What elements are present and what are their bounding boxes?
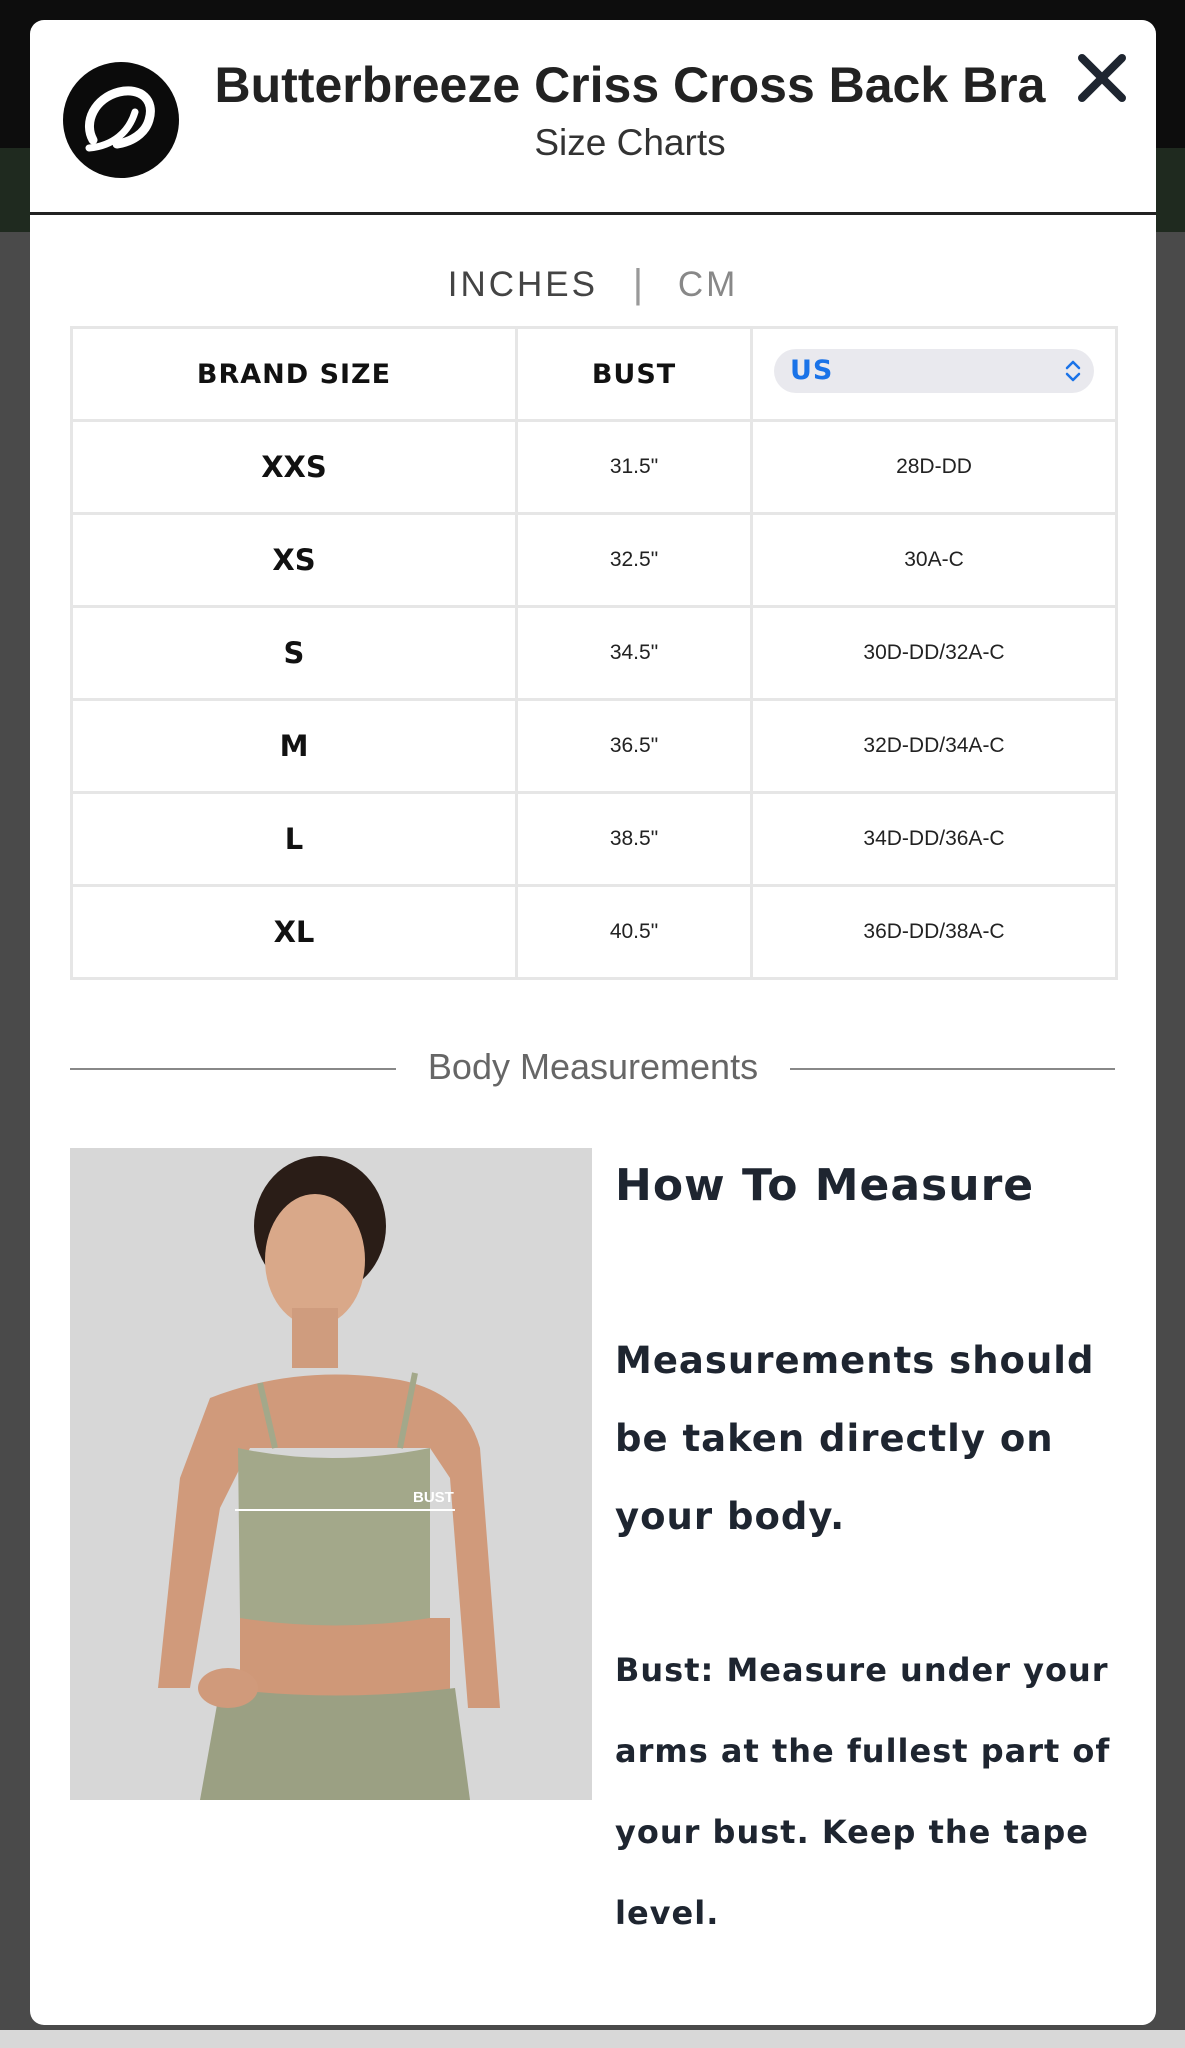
bust-marker-label: BUST <box>413 1489 454 1506</box>
us-size-cell: 30D-DD/32A-C <box>752 607 1117 700</box>
how-to-measure-body: Measurements should be taken directly on your body. <box>615 1339 1095 1538</box>
size-cell: XXS <box>72 421 517 514</box>
bust-instructions: Bust: Measure under your arms at the fullest part of your bust. Keep the tape level. <box>615 1651 1111 1932</box>
bust-cell: 32.5" <box>517 514 752 607</box>
how-to-measure-title: How To Measure <box>615 1160 1035 1211</box>
size-cell: L <box>72 793 517 886</box>
table-header-row <box>72 328 1117 421</box>
model-illustration <box>70 1148 592 1800</box>
size-chart-table <box>70 326 1118 980</box>
chevron-up-down-icon <box>1064 358 1082 384</box>
us-size-cell: 32D-DD/34A-C <box>752 700 1117 793</box>
column-header-region <box>752 328 1117 421</box>
size-chart-modal <box>30 20 1156 2025</box>
table-row <box>72 607 1117 700</box>
size-cell: XS <box>72 514 517 607</box>
unit-inches-tab[interactable]: INCHES <box>447 264 598 304</box>
size-cell: S <box>72 607 517 700</box>
column-header-bust: BUST <box>517 328 752 421</box>
bust-cell: 40.5" <box>517 886 752 979</box>
bust-cell: 38.5" <box>517 793 752 886</box>
region-select-value: US <box>790 354 834 386</box>
modal-subtitle: Size Charts <box>534 122 726 163</box>
table-row <box>72 514 1117 607</box>
close-button[interactable] <box>1072 48 1132 108</box>
section-divider-right <box>790 1068 1115 1070</box>
bust-cell: 36.5" <box>517 700 752 793</box>
size-cell: XL <box>72 886 517 979</box>
modal-title: Butterbreeze Criss Cross Back Bra <box>214 57 1046 113</box>
modal-header <box>30 20 1156 215</box>
table-row <box>72 421 1117 514</box>
us-size-cell: 36D-DD/38A-C <box>752 886 1117 979</box>
us-size-cell: 28D-DD <box>752 421 1117 514</box>
unit-cm-tab[interactable]: CM <box>677 264 739 304</box>
page-bottom-bar <box>0 2030 1185 2048</box>
unit-toggle <box>30 262 1156 307</box>
bust-cell: 31.5" <box>517 421 752 514</box>
size-cell: M <box>72 700 517 793</box>
us-size-cell: 30A-C <box>752 514 1117 607</box>
table-row <box>72 886 1117 979</box>
unit-separator: | <box>632 262 644 306</box>
table-row <box>72 793 1117 886</box>
close-icon <box>1072 48 1132 108</box>
table-row <box>72 700 1117 793</box>
bust-cell: 34.5" <box>517 607 752 700</box>
section-title: Body Measurements <box>427 1046 759 1087</box>
model-photo <box>70 1148 592 1800</box>
region-select[interactable] <box>774 349 1094 393</box>
column-header-brand-size: BRAND SIZE <box>72 328 517 421</box>
us-size-cell: 34D-DD/36A-C <box>752 793 1117 886</box>
